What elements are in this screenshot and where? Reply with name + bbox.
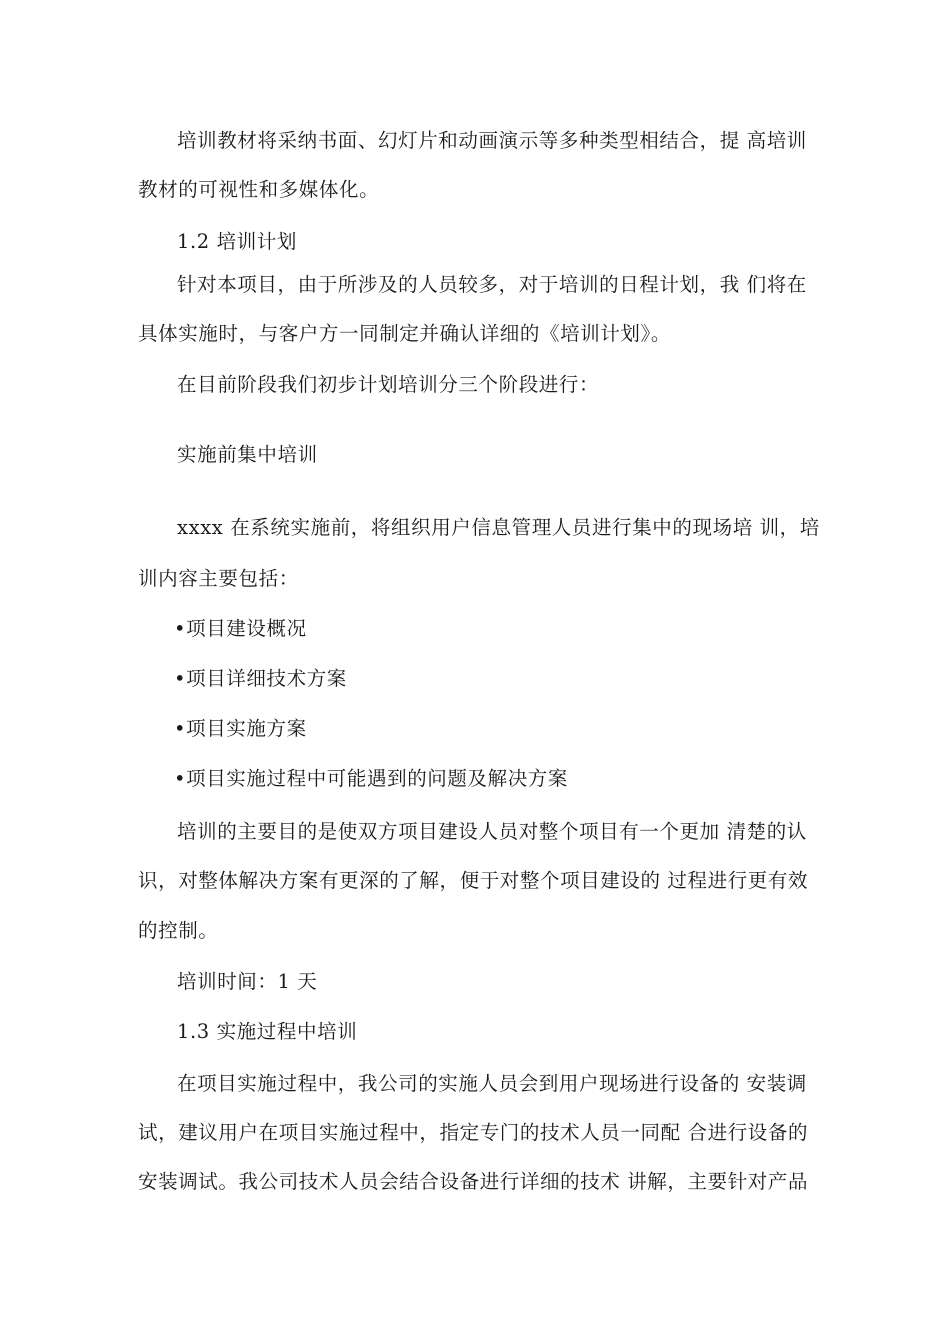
paragraph-training-purpose-line-1: 培训的主要目的是使双方项目建设人员对整个项目有一个更加 清楚的认 [177, 820, 807, 843]
paragraph-three-stages: 在目前阶段我们初步计划培训分三个阶段进行： [177, 373, 600, 396]
list-item-project-overview: •项目建设概况 [174, 617, 307, 640]
training-duration: 培训时间：1 天 [177, 970, 318, 993]
paragraph-training-materials-line-2: 教材的可视性和多媒体化。 [138, 178, 380, 201]
subheading-pre-implementation-training: 实施前集中培训 [177, 443, 318, 466]
section-heading-training-plan: 1.2 培训计划 [177, 230, 298, 253]
paragraph-centralized-training-line-1: xxxx 在系统实施前，将组织用户信息管理人员进行集中的现场培 训，培 [177, 516, 820, 539]
paragraph-training-plan-line-1: 针对本项目，由于所涉及的人员较多，对于培训的日程计划，我 们将在 [177, 273, 807, 296]
list-item-implementation-plan: •项目实施方案 [174, 717, 307, 740]
list-item-technical-plan: •项目详细技术方案 [174, 667, 347, 690]
paragraph-implementation-training-line-2: 试，建议用户在项目实施过程中，指定专门的技术人员一同配 合进行设备的 [138, 1121, 809, 1144]
paragraph-training-purpose-line-3: 的控制。 [138, 919, 219, 942]
list-item-problems-solutions: •项目实施过程中可能遇到的问题及解决方案 [174, 767, 569, 790]
paragraph-training-plan-line-2: 具体实施时，与客户方一同制定并确认详细的《培训计划》。 [138, 322, 671, 345]
paragraph-implementation-training-line-1: 在项目实施过程中，我公司的实施人员会到用户现场进行设备的 安装调 [177, 1072, 807, 1095]
paragraph-centralized-training-line-2: 训内容主要包括： [138, 567, 299, 590]
section-heading-in-implementation-training: 1.3 实施过程中培训 [177, 1020, 358, 1043]
paragraph-implementation-training-line-3: 安装调试。我公司技术人员会结合设备进行详细的技术 讲解，主要针对产品 [138, 1170, 809, 1193]
paragraph-training-purpose-line-2: 识，对整体解决方案有更深的了解，便于对整个项目建设的 过程进行更有效 [138, 869, 809, 892]
paragraph-training-materials-line-1: 培训教材将采纳书面、幻灯片和动画演示等多种类型相结合，提 高培训 [177, 129, 807, 152]
